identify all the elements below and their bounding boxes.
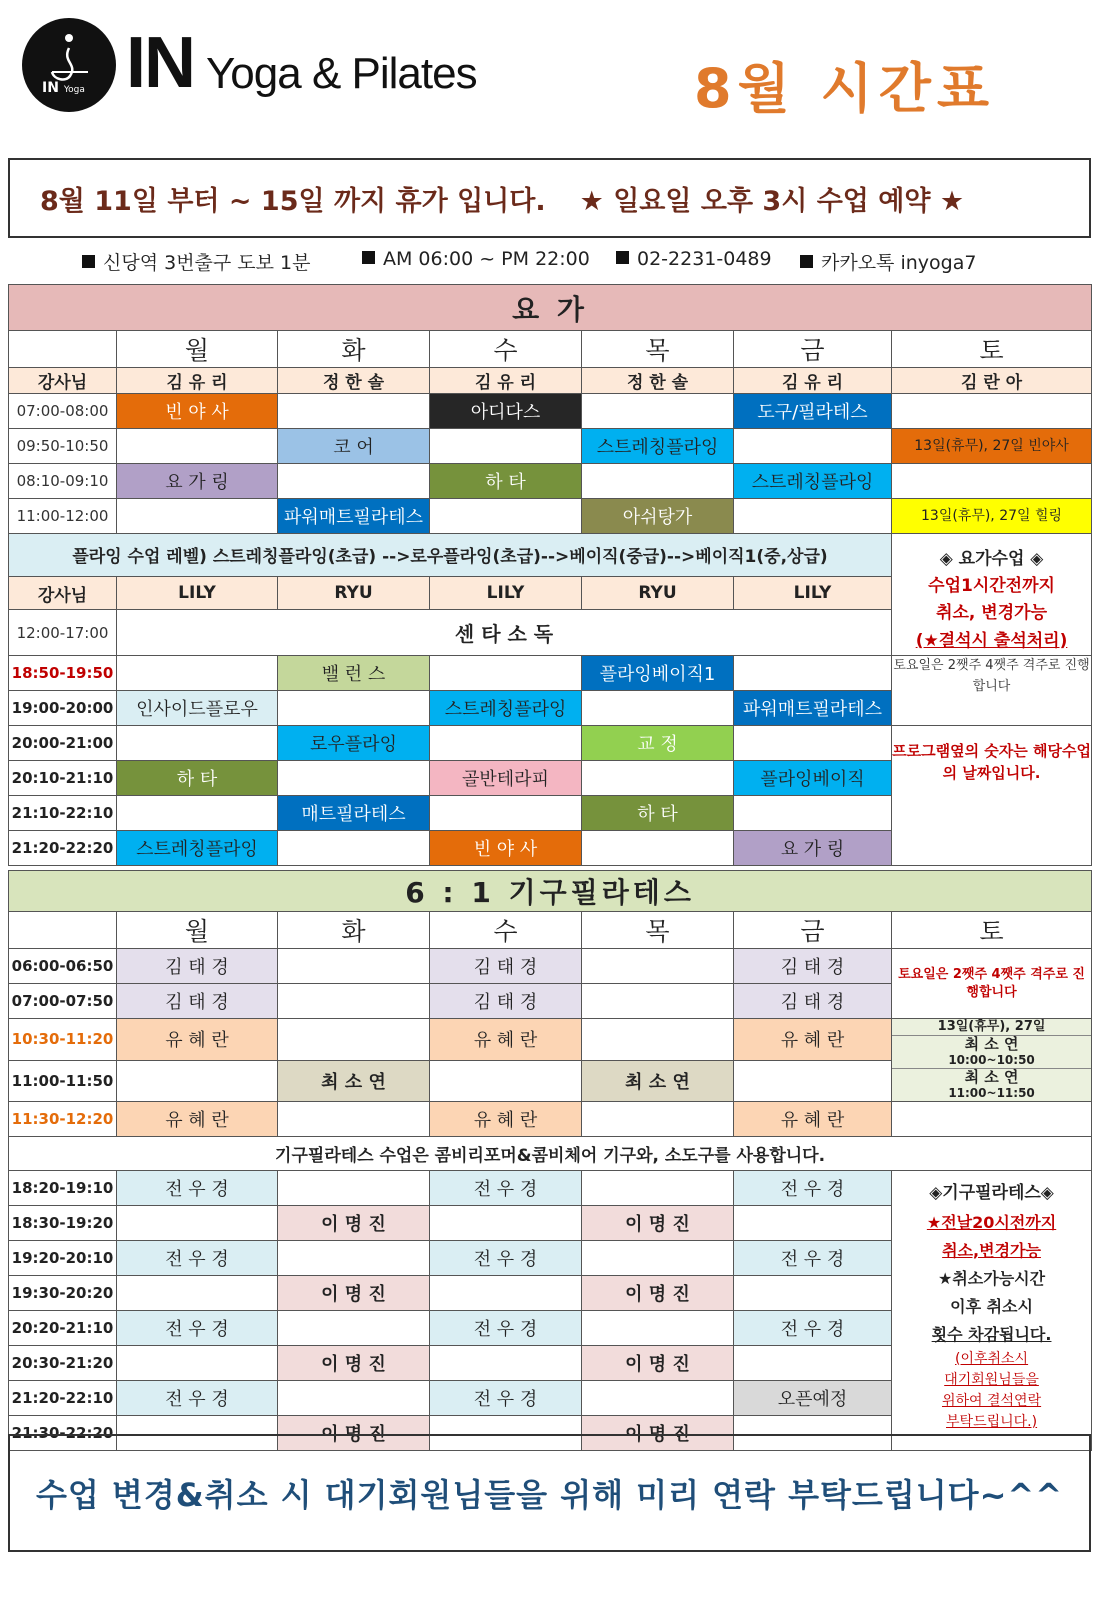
class-cell: 빈 야 사 bbox=[430, 830, 582, 865]
time-cell: 21:30-22:20 bbox=[9, 1416, 117, 1451]
corner-cell bbox=[9, 331, 117, 368]
class-cell bbox=[278, 394, 430, 429]
yoga-side-note: ◈ 요가수업 ◈ 수업1시간전까지 취소, 변경가능 (★결석시 출석처리) bbox=[892, 534, 1092, 656]
center-disinfection: 센 타 소 독 bbox=[117, 610, 892, 655]
class-cell: 플라잉베이직 bbox=[734, 760, 892, 795]
class-cell: 이 명 진 bbox=[278, 1416, 430, 1451]
table-row bbox=[9, 394, 1092, 429]
class-cell: 빈 야 사 bbox=[117, 394, 278, 429]
yoga-schedule-table bbox=[8, 284, 1092, 866]
class-cell bbox=[430, 499, 582, 534]
square-bullet-icon bbox=[362, 251, 375, 264]
square-bullet-icon bbox=[800, 255, 813, 268]
class-cell bbox=[582, 949, 734, 984]
info-location: 신당역 3번출구 도보 1분 bbox=[82, 248, 310, 275]
class-cell bbox=[892, 1102, 1092, 1137]
class-cell: 13일(휴무), 27일 힐링 bbox=[892, 499, 1092, 534]
class-cell bbox=[734, 429, 892, 464]
class-cell: 유 혜 란 bbox=[734, 1102, 892, 1137]
class-cell bbox=[117, 725, 278, 760]
day-tue: 화 bbox=[278, 331, 430, 368]
table-row bbox=[9, 1171, 1092, 1206]
table-row bbox=[9, 1019, 1092, 1061]
class-cell: 스트레칭플라잉 bbox=[734, 464, 892, 499]
time-cell: 18:50-19:50 bbox=[9, 655, 117, 690]
class-cell bbox=[734, 499, 892, 534]
time-cell: 10:30-11:20 bbox=[9, 1019, 117, 1061]
class-cell: 아디다스 bbox=[430, 394, 582, 429]
class-cell bbox=[430, 429, 582, 464]
info-hours: AM 06:00 ~ PM 22:00 bbox=[362, 248, 590, 270]
day-fri: 금 bbox=[734, 331, 892, 368]
class-cell bbox=[582, 394, 734, 429]
class-cell bbox=[582, 760, 734, 795]
class-cell: 전 우 경 bbox=[117, 1241, 278, 1276]
class-cell: 스트레칭플라잉 bbox=[430, 690, 582, 725]
time-cell: 21:10-22:10 bbox=[9, 795, 117, 830]
class-cell: 인사이드플로우 bbox=[117, 690, 278, 725]
pilates-schedule-table bbox=[8, 870, 1092, 1451]
class-cell: 전 우 경 bbox=[430, 1171, 582, 1206]
time-cell: 12:00-17:00 bbox=[9, 610, 117, 655]
class-cell bbox=[892, 394, 1092, 429]
time-cell: 11:00-12:00 bbox=[9, 499, 117, 534]
class-cell bbox=[582, 690, 734, 725]
class-cell: 도구/필라테스 bbox=[734, 394, 892, 429]
header bbox=[0, 0, 1100, 150]
time-cell: 20:20-21:10 bbox=[9, 1311, 117, 1346]
table-row bbox=[9, 949, 1092, 984]
teacher-sat: 김 란 아 bbox=[892, 368, 1092, 394]
class-cell bbox=[278, 464, 430, 499]
table-row bbox=[9, 725, 1092, 760]
class-cell bbox=[278, 690, 430, 725]
brand-in: IN bbox=[126, 23, 194, 103]
table-row bbox=[9, 1102, 1092, 1137]
class-cell: 이 명 진 bbox=[278, 1206, 430, 1241]
teacher-tue: 정 한 솔 bbox=[278, 368, 430, 394]
class-cell: 이 명 진 bbox=[582, 1276, 734, 1311]
class-cell: 김 태 경 bbox=[734, 949, 892, 984]
class-cell bbox=[278, 1311, 430, 1346]
class-cell bbox=[734, 655, 892, 690]
class-cell bbox=[582, 984, 734, 1019]
square-bullet-icon bbox=[616, 251, 629, 264]
class-cell: 이 명 진 bbox=[582, 1206, 734, 1241]
class-cell bbox=[117, 795, 278, 830]
class-cell bbox=[278, 830, 430, 865]
info-kakao: 카카오톡 inyoga7 bbox=[800, 248, 976, 275]
teacher-fri: 김 유 리 bbox=[734, 368, 892, 394]
day-thu: 목 bbox=[582, 912, 734, 949]
notice-banner bbox=[8, 158, 1091, 238]
time-cell: 19:30-20:20 bbox=[9, 1276, 117, 1311]
square-bullet-icon bbox=[82, 255, 95, 268]
class-cell bbox=[278, 1171, 430, 1206]
class-cell: 김 태 경 bbox=[430, 949, 582, 984]
class-cell: 스트레칭플라잉 bbox=[582, 429, 734, 464]
teacher-wed: 김 유 리 bbox=[430, 368, 582, 394]
class-cell: 전 우 경 bbox=[430, 1241, 582, 1276]
class-cell bbox=[430, 1060, 582, 1102]
time-cell: 19:20-20:10 bbox=[9, 1241, 117, 1276]
brand-name bbox=[126, 22, 477, 104]
class-cell bbox=[278, 1102, 430, 1137]
brand-rest: Yoga & Pilates bbox=[206, 49, 477, 98]
class-cell bbox=[734, 1346, 892, 1381]
time-cell: 18:30-19:20 bbox=[9, 1206, 117, 1241]
teacher-thu: 정 한 솔 bbox=[582, 368, 734, 394]
class-cell: 하 타 bbox=[430, 464, 582, 499]
class-cell bbox=[582, 1241, 734, 1276]
class-cell: 이 명 진 bbox=[278, 1346, 430, 1381]
time-cell: 20:10-21:10 bbox=[9, 760, 117, 795]
class-cell bbox=[582, 1171, 734, 1206]
day-thu: 목 bbox=[582, 331, 734, 368]
class-cell bbox=[582, 464, 734, 499]
class-cell: 전 우 경 bbox=[430, 1381, 582, 1416]
class-cell: 유 혜 란 bbox=[117, 1019, 278, 1061]
time-cell: 09:50-10:50 bbox=[9, 429, 117, 464]
class-cell: 파워매트필라테스 bbox=[278, 499, 430, 534]
day-sat: 토 bbox=[892, 912, 1092, 949]
class-cell: 13일(휴무), 27일 빈야사 bbox=[892, 429, 1092, 464]
time-cell: 21:20-22:20 bbox=[9, 830, 117, 865]
class-cell bbox=[430, 795, 582, 830]
class-cell bbox=[734, 1206, 892, 1241]
class-cell: 하 타 bbox=[582, 795, 734, 830]
day-mon: 월 bbox=[117, 912, 278, 949]
class-cell bbox=[582, 1102, 734, 1137]
class-cell bbox=[892, 464, 1092, 499]
class-cell bbox=[117, 429, 278, 464]
class-cell: 매트필라테스 bbox=[278, 795, 430, 830]
teacher-fri: LILY bbox=[734, 576, 892, 610]
class-cell: 플라잉베이직1 bbox=[582, 655, 734, 690]
time-cell: 08:10-09:10 bbox=[9, 464, 117, 499]
class-cell bbox=[430, 1206, 582, 1241]
class-cell: 골반테라피 bbox=[430, 760, 582, 795]
class-cell: 전 우 경 bbox=[117, 1311, 278, 1346]
teacher-label: 강사님 bbox=[9, 368, 117, 394]
class-cell: 아쉬탕가 bbox=[582, 499, 734, 534]
class-cell bbox=[278, 1381, 430, 1416]
day-tue: 화 bbox=[278, 912, 430, 949]
table-row bbox=[9, 655, 1092, 690]
class-cell bbox=[430, 1346, 582, 1381]
class-cell bbox=[734, 1060, 892, 1102]
info-phone: 02-2231-0489 bbox=[616, 248, 772, 270]
class-cell bbox=[582, 1019, 734, 1061]
class-cell: 요 가 링 bbox=[734, 830, 892, 865]
class-cell bbox=[582, 1381, 734, 1416]
class-cell: 김 태 경 bbox=[117, 949, 278, 984]
time-cell: 20:30-21:20 bbox=[9, 1346, 117, 1381]
class-cell: 밸 런 스 bbox=[278, 655, 430, 690]
class-cell bbox=[117, 655, 278, 690]
teacher-wed: LILY bbox=[430, 576, 582, 610]
class-cell: 전 우 경 bbox=[430, 1311, 582, 1346]
day-wed: 수 bbox=[430, 331, 582, 368]
time-cell: 07:00-07:50 bbox=[9, 984, 117, 1019]
class-cell: 유 혜 란 bbox=[430, 1102, 582, 1137]
class-cell bbox=[117, 1346, 278, 1381]
class-cell: 이 명 진 bbox=[582, 1346, 734, 1381]
class-cell: 하 타 bbox=[117, 760, 278, 795]
logo-text: IN Yoga bbox=[42, 80, 85, 96]
class-cell: 전 우 경 bbox=[117, 1171, 278, 1206]
day-sat: 토 bbox=[892, 331, 1092, 368]
time-cell: 06:00-06:50 bbox=[9, 949, 117, 984]
pilates-side-note: ◈기구필라테스◈ ★전날20시전까지 취소,변경가능 ★취소가능시간 이후 취소시 횟수 차감됩니다. (이후취소시 대기회원님들을 위하여 결석연락 부탁드립니다.) bbox=[892, 1171, 1092, 1451]
class-cell bbox=[117, 1206, 278, 1241]
day-wed: 수 bbox=[430, 912, 582, 949]
teacher-tue: RYU bbox=[278, 576, 430, 610]
time-cell: 11:30-12:20 bbox=[9, 1102, 117, 1137]
pilates-sat-note: 토요일은 2쨋주 4쨋주 격주로 진행합니다 bbox=[892, 949, 1092, 1019]
teacher-mon: 김 유 리 bbox=[117, 368, 278, 394]
class-cell: 최 소 연 bbox=[278, 1060, 430, 1102]
equipment-note: 기구필라테스 수업은 콤비리포머&콤비체어 기구와, 소도구를 사용합니다. bbox=[9, 1137, 1092, 1171]
class-cell: 전 우 경 bbox=[734, 1311, 892, 1346]
class-cell: 유 혜 란 bbox=[734, 1019, 892, 1061]
table-row bbox=[9, 499, 1092, 534]
class-cell: 유 혜 란 bbox=[430, 1019, 582, 1061]
holiday-notice: 8월 11일 부터 ~ 15일 까지 휴가 입니다. bbox=[40, 185, 546, 217]
class-cell: 요 가 링 bbox=[117, 464, 278, 499]
yoga-sat-note: 토요일은 2쨋주 4쨋주 격주로 진행합니다 bbox=[892, 655, 1092, 725]
teacher-thu: RYU bbox=[582, 576, 734, 610]
class-cell: 김 태 경 bbox=[430, 984, 582, 1019]
class-cell bbox=[117, 1060, 278, 1102]
class-cell: 이 명 진 bbox=[278, 1276, 430, 1311]
class-cell bbox=[278, 949, 430, 984]
class-cell bbox=[582, 830, 734, 865]
footer-message: 수업 변경&취소 시 대기회원님들을 위해 미리 연락 부탁드립니다~^^ bbox=[8, 1434, 1091, 1552]
time-cell: 11:00-11:50 bbox=[9, 1060, 117, 1102]
class-cell bbox=[430, 655, 582, 690]
class-cell bbox=[278, 984, 430, 1019]
corner-cell bbox=[9, 912, 117, 949]
class-cell bbox=[582, 1311, 734, 1346]
class-cell: 전 우 경 bbox=[734, 1171, 892, 1206]
class-cell bbox=[278, 760, 430, 795]
time-cell: 19:00-20:00 bbox=[9, 690, 117, 725]
teacher-label: 강사님 bbox=[9, 576, 117, 610]
class-cell: 이 명 진 bbox=[582, 1416, 734, 1451]
class-cell: 교 정 bbox=[582, 725, 734, 760]
class-cell: 코 어 bbox=[278, 429, 430, 464]
class-cell bbox=[430, 1276, 582, 1311]
class-cell bbox=[734, 725, 892, 760]
class-cell: 오픈예정 bbox=[734, 1381, 892, 1416]
pilates-sat-schedule: 13일(휴무), 27일 최 소 연 10:00~10:50 최 소 연 11:00~11:50 bbox=[892, 1019, 1092, 1102]
teacher-mon: LILY bbox=[117, 576, 278, 610]
class-cell: 전 우 경 bbox=[734, 1241, 892, 1276]
class-cell: 최 소 연 bbox=[582, 1060, 734, 1102]
program-note: 프로그램옆의 숫자는 해당수업의 날짜입니다. bbox=[892, 725, 1092, 865]
class-cell bbox=[430, 725, 582, 760]
pilates-section-title: 6 : 1 기구필라테스 bbox=[9, 871, 1092, 912]
day-mon: 월 bbox=[117, 331, 278, 368]
time-cell: 20:00-21:00 bbox=[9, 725, 117, 760]
class-cell: 유 혜 란 bbox=[117, 1102, 278, 1137]
class-cell: 파워매트필라테스 bbox=[734, 690, 892, 725]
page-title: 8월 시간표 bbox=[694, 57, 996, 120]
time-cell: 18:20-19:10 bbox=[9, 1171, 117, 1206]
class-cell bbox=[117, 1276, 278, 1311]
flying-level-note: 플라잉 수업 레벨) 스트레칭플라잉(초급) -->로우플라잉(초급)-->베이직(중급)-->베이직1(중,상급) bbox=[9, 534, 892, 577]
class-cell: 스트레칭플라잉 bbox=[117, 830, 278, 865]
info-line bbox=[0, 248, 1100, 278]
time-cell: 21:20-22:10 bbox=[9, 1381, 117, 1416]
class-cell: 전 우 경 bbox=[117, 1381, 278, 1416]
class-cell bbox=[734, 795, 892, 830]
day-fri: 금 bbox=[734, 912, 892, 949]
yoga-section-title: 요 가 bbox=[9, 285, 1092, 331]
class-cell: 로우플라잉 bbox=[278, 725, 430, 760]
class-cell bbox=[734, 1276, 892, 1311]
class-cell bbox=[278, 1241, 430, 1276]
table-row bbox=[9, 429, 1092, 464]
sunday-notice: ★ 일요일 오후 3시 수업 예약 ★ bbox=[579, 185, 965, 217]
class-cell: 김 태 경 bbox=[117, 984, 278, 1019]
class-cell bbox=[117, 499, 278, 534]
class-cell bbox=[278, 1019, 430, 1061]
class-cell: 김 태 경 bbox=[734, 984, 892, 1019]
logo-icon bbox=[22, 18, 116, 112]
time-cell: 07:00-08:00 bbox=[9, 394, 117, 429]
table-row bbox=[9, 464, 1092, 499]
